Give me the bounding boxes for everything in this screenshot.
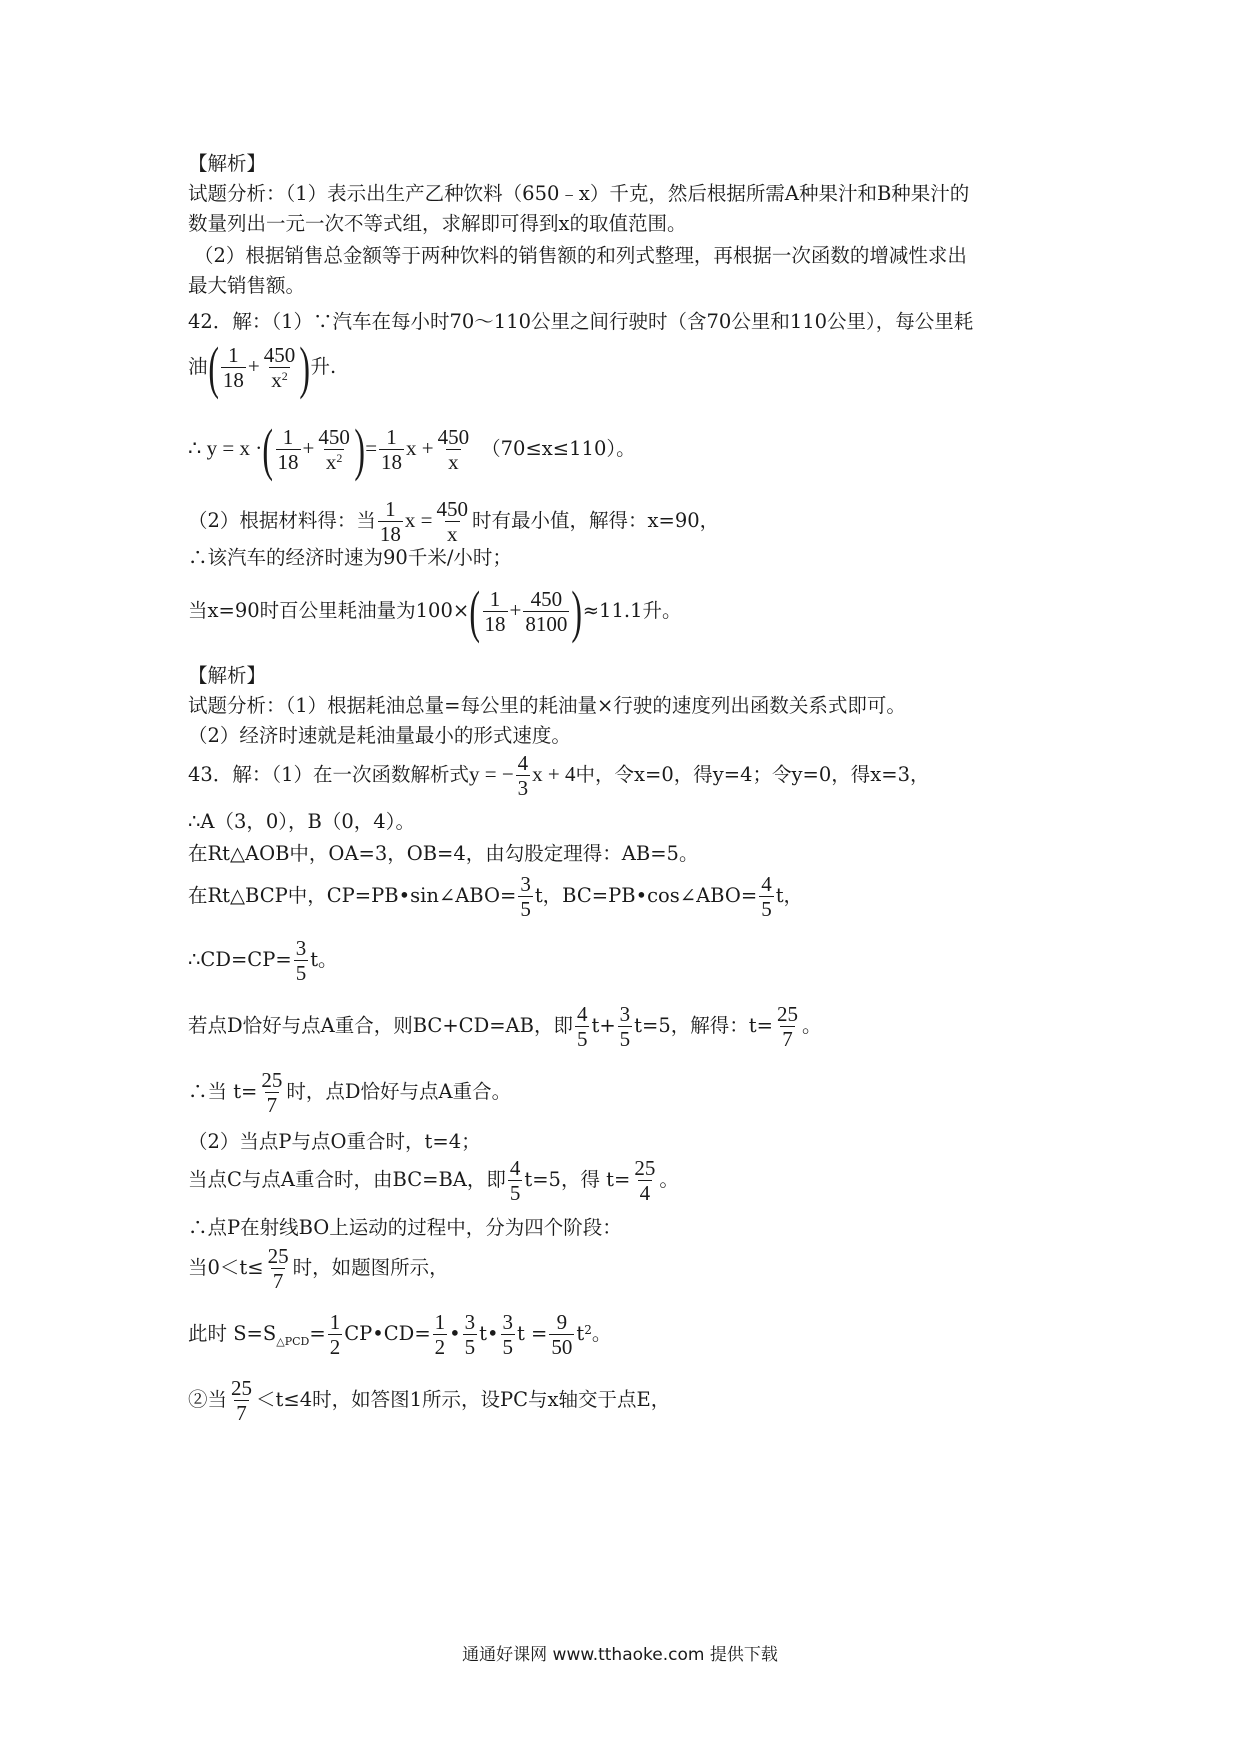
- q43-line: ∴A（3，0），B（0，4）。: [188, 810, 415, 833]
- fraction: $\frac{450}{x}$: [437, 425, 470, 474]
- q43-line: 当点C与点A重合时，由BC=BA，即 $\frac{4}{5}$ t=5，得 t= $\frac{25}{4}$ 。: [188, 1156, 679, 1205]
- fraction: $\frac{4}{5}$: [576, 1002, 588, 1051]
- q42-line: 42．解：（1）∵汽车在每小时70～110公里之间行驶时（含70公里和110公里），每公里耗: [188, 310, 974, 333]
- page-footer: 通通好课网 www.tthaoke.com 提供下载: [462, 1645, 778, 1665]
- fraction: $\frac{450}{8100}$: [525, 587, 568, 636]
- analysis-text: 试题分析：（1）根据耗油总量=每公里的耗油量×行驶的速度列出函数关系式即可。: [188, 694, 906, 717]
- fraction: $\frac{25}{7}$: [261, 1068, 283, 1117]
- q42-fuel: 当x=90时百公里耗油量为100×( $\frac{1}{18}$ + $\frac{450}{8100}$ )≈11.1升。: [188, 578, 682, 644]
- fraction: $\frac{3}{5}$: [295, 936, 307, 985]
- fraction: $\frac{3}{5}$: [619, 1002, 631, 1051]
- fraction: $\frac{1}{18}$: [379, 497, 401, 546]
- fraction: $\frac{1}{2}$: [329, 1310, 341, 1359]
- fraction: $\frac{25}{7}$: [267, 1244, 289, 1293]
- fraction: $\frac{4}{5}$: [509, 1156, 521, 1205]
- fraction: $\frac{9}{50}$: [551, 1310, 573, 1359]
- analysis-text: （2）根据销售总金额等于两种饮料的销售额的和列式整理，再根据一次函数的增减性求出: [194, 244, 967, 267]
- fraction: $\frac{1}{18}$: [222, 343, 244, 392]
- analysis-text: （2）经济时速就是耗油量最小的形式速度。: [188, 724, 571, 747]
- analysis-text: 数量列出一元一次不等式组，求解即可得到x的取值范围。: [188, 212, 687, 235]
- fraction: $\frac{3}{5}$: [464, 1310, 476, 1359]
- q42-y-formula: ∴ y = x ·( $\frac{1}{18}$ + $\frac{450}{x^2}$ )= $\frac{1}{18}$ x + $\frac{450}{x}$ （70≤x≤110）。: [188, 416, 636, 482]
- q42-part2: （2）根据材料得：当 $\frac{1}{18}$ x = $\frac{450}{x}$ 时有最小值，解得：x=90，: [188, 497, 720, 546]
- q43-line: 在Rt△BCP中，CP=PB•sin∠ABO= $\frac{3}{5}$ t，BC=PB•cos∠ABO= $\frac{4}{5}$ t，: [188, 872, 804, 921]
- fraction: $\frac{1}{18}$: [277, 425, 299, 474]
- fraction: $\frac{450}{x}$: [436, 497, 469, 546]
- fraction: $\frac{450}{x^2}$: [263, 343, 296, 392]
- fraction: $\frac{25}{7}$: [231, 1376, 253, 1425]
- q42-line: ∴该汽车的经济时速为90千米/小时；: [188, 546, 512, 569]
- q43-line: ∴当 t= $\frac{25}{7}$ 时，点D恰好与点A重合。: [188, 1068, 512, 1117]
- q42-oil-formula: 油( $\frac{1}{18}$ + $\frac{450}{x^2}$ )升.: [188, 334, 337, 400]
- fraction: $\frac{4}{5}$: [761, 872, 772, 921]
- analysis-text: 试题分析：（1）表示出生产乙种饮料（650﹣x）千克，然后根据所需A种果汁和B种果汁的: [188, 182, 970, 205]
- analysis-text: 最大销售额。: [188, 274, 306, 297]
- q43-line: ∴CD=CP= $\frac{3}{5}$ t。: [188, 936, 338, 985]
- q43-line: 43．解：（1）在一次函数解析式y = − $\frac{4}{3}$ x + 4中，令x=0，得y=4；令y=0，得x=3，: [188, 751, 930, 800]
- q43-line: ∴点P在射线BO上运动的过程中，分为四个阶段：: [188, 1216, 622, 1239]
- analysis-heading: 【解析】: [188, 152, 267, 175]
- q43-area-formula: 此时 $S=S_{\triangle PCD}=$ $\frac{1}{2}$ CP•CD= $\frac{1}{2}$ • $\frac{3}{5}$ t• $\frac{3}{5}$ t = $\frac{9}{50}$ $t^2$。: [188, 1310, 612, 1359]
- q43-line: 在Rt△AOB中，OA=3，OB=4，由勾股定理得：AB=5。: [188, 842, 699, 865]
- fraction: $\frac{1}{18}$: [381, 425, 403, 474]
- q43-line: 若点D恰好与点A重合，则BC+CD=AB，即 $\frac{4}{5}$ t+ $\frac{3}{5}$ t=5，解得：t= $\frac{25}{7}$ 。: [188, 1002, 822, 1051]
- q43-line: 当0＜t≤ $\frac{25}{7}$ 时，如题图所示，: [188, 1244, 449, 1293]
- fraction: $\frac{1}{18}$: [484, 587, 506, 636]
- fraction: $\frac{25}{4}$: [634, 1156, 656, 1205]
- fraction: $\frac{3}{5}$: [502, 1310, 514, 1359]
- q43-line: ②当 $\frac{25}{7}$ ＜t≤4时，如答图1所示，设PC与x轴交于点E，: [188, 1376, 671, 1425]
- fraction: $\frac{450}{x^2}$: [318, 425, 350, 474]
- fraction: $\frac{25}{7}$: [776, 1002, 798, 1051]
- fraction: $\frac{4}{3}$: [517, 751, 529, 800]
- fraction: $\frac{1}{2}$: [434, 1310, 446, 1359]
- analysis-heading: 【解析】: [188, 664, 267, 687]
- fraction: $\frac{3}{5}$: [520, 872, 531, 921]
- q43-line: （2）当点P与点O重合时，t=4；: [188, 1130, 481, 1153]
